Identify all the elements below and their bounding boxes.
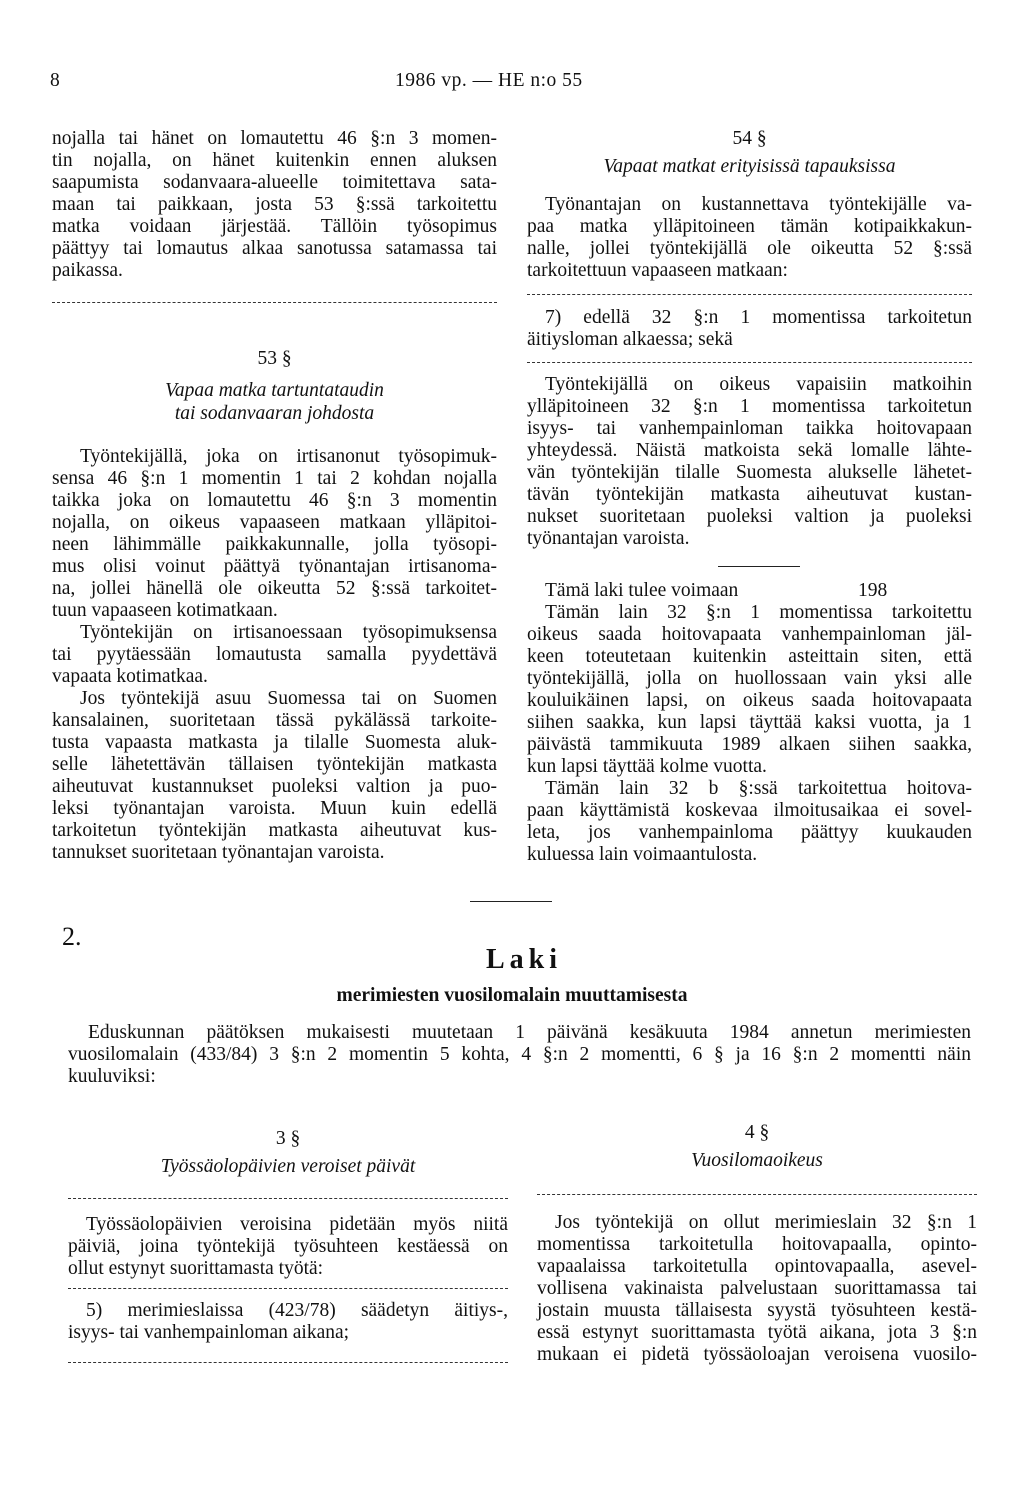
text-line: Työntekijällä on oikeus vapaisiin matkoihin [545, 374, 972, 395]
effective-date-line: Tämä laki tulee voimaan [545, 580, 739, 601]
text-line: Eduskunnan päätöksen mukaisesti muutetaan 1 päivänä kesäkuuta 1984 annetun merimiesten [88, 1022, 971, 1043]
section-3-title: Työssäolopäivien veroiset päivät [160, 1156, 416, 1177]
text-line: isyys- tai vanhempainloman aikana; [68, 1322, 350, 1343]
omission-dashes [527, 362, 972, 363]
text-line: mukaan ei pidetä työssäoloajan veroisena vuosilo- [537, 1344, 977, 1365]
text-line: Tämän lain 32 b §:ssä tarkoitettua hoitova- [545, 778, 972, 799]
section-4-number: 4 § [744, 1122, 770, 1143]
text-line: kuluessa lain voimaantulosta. [527, 844, 758, 865]
item-7 [527, 307, 972, 351]
text-line: vapaalaissa tarkoitetulla opintovapaalla, asevel- [537, 1256, 977, 1277]
text-line: jostain muusta tällaisesta syystä työsuhteen kestä- [537, 1300, 977, 1321]
text-line: äitiysloman alkaessa; sekä [527, 329, 733, 350]
text-line: Työntekijällä, joka on irtisanonut työsopimuk- [80, 446, 497, 467]
text-line: siihen saakka, kun lapsi täyttää kaksi vuotta, ja 1 [527, 712, 972, 733]
section-53-body [52, 446, 497, 864]
text-line: päiviä, joina työntekijä työsuhteen kestäessä on [68, 1236, 508, 1257]
section-54-title: Vapaat matkat erityisissä tapauksissa [603, 156, 896, 177]
text-line: yhteydessä. Näistä matkoista sekä lomalle lähte- [527, 440, 972, 461]
section-3-item-5 [68, 1300, 508, 1344]
section-divider [718, 566, 800, 567]
text-line: leksi työnantajan varoista. Muun kuin edellä [52, 798, 497, 819]
text-line: na, jollei hänellä ole oikeutta 52 §:ssä tarkoitet- [52, 578, 497, 599]
text-line: työnantajan varoista. [527, 528, 690, 549]
text-line: paan käyttämistä koskevaa ilmoitusaikaa ei sovel- [527, 800, 972, 821]
text-line: Työnantajan on kustannettava työntekijälle va- [545, 194, 972, 215]
omission-dashes [52, 302, 497, 303]
omission-dashes [68, 1288, 508, 1289]
text-line: mus olisi voinut päättyä työnantajan irtisanoma- [52, 556, 497, 577]
text-line: leta, jos vanhempainloma päättyy kuukauden [527, 822, 972, 843]
text-line: vapaata kotimatkaa. [52, 666, 208, 687]
text-line: nojalla tai hänet on lomautettu 46 §:n 3 momen- [52, 128, 497, 149]
text-line: tuun vapaaseen kotimatkaan. [52, 600, 278, 621]
text-line: vän työntekijän tilalle Suomesta alukselle lähetet- [527, 462, 972, 483]
text-line: keen toteutetaan kuitenkin asteittain siten, että [527, 646, 972, 667]
text-line: tävän työntekijän matkasta aiheutuvat kustan- [527, 484, 972, 505]
text-line: Työntekijän on irtisanoessaan työsopimuksensa [80, 622, 497, 643]
section-53-title: tai sodanvaaran johdosta [174, 403, 375, 424]
text-line: päättyy tai lomautus alkaa sanotussa satamassa tai [52, 238, 497, 259]
text-line: nalle, jollei työntekijällä ole oikeutta 52 §:ssä [527, 238, 972, 259]
text-line: oikeus saada hoitovapaata vanhempainloman jäl- [527, 624, 972, 645]
law-number: 2. [62, 922, 82, 951]
text-line: työntekijällä, jolla on huollossaan vain yksi alle [527, 668, 972, 689]
text-line: Työssäolopäivien veroisina pidetään myös niitä [86, 1214, 508, 1235]
section-54-number: 54 § [732, 128, 767, 149]
text-line: maan tai paikkaan, josta 53 §:ssä tarkoitettu [52, 194, 497, 215]
effective-year: 198 [858, 580, 888, 601]
text-line: neen lähimmälle paikkakunnalle, jolla työsopi- [52, 534, 497, 555]
text-line: essä estynyt suorittamasta työtä aikana, jota 3 §:n [537, 1322, 977, 1343]
text-line: matka voidaan järjestää. Tällöin työsopimus [52, 216, 497, 237]
text-line: tarkoitettuun vapaaseen matkaan: [527, 260, 788, 281]
text-line: 7) edellä 32 §:n 1 momentissa tarkoitetun [545, 307, 972, 328]
section-3-body [68, 1214, 508, 1280]
running-title: 1986 vp. — HE n:o 55 [395, 70, 583, 91]
text-line: kouluikäinen lapsi, on oikeus saada hoitovapaata [527, 690, 972, 711]
text-line: tin nojalla, on hänet kuitenkin ennen aluksen [52, 150, 497, 171]
text-line: kansalainen, suoritetaan tässä pykälässä tarkoite- [52, 710, 497, 731]
text-line: saapumista sodanvaara-alueelle toimitettava sata- [52, 172, 497, 193]
text-line: päivästä tammikuuta 1989 alkaen siihen saakka, [527, 734, 972, 755]
text-line: ollut estynyt suorittamasta työtä: [68, 1258, 324, 1279]
text-line: tarkoitetun työntekijän matkasta aiheutuvat kus- [52, 820, 497, 841]
text-line: tai pyytäessään lomautusta samalla pyydettävä [52, 644, 497, 665]
text-line: ylläpitoineen 32 §:n 1 momentissa tarkoitetun [527, 396, 972, 417]
text-line: taikka joka on lomautettu 46 §:n 3 momentin [52, 490, 497, 511]
text-line: momentissa tarkoitetulla hoitovapaalla, opinto- [537, 1234, 977, 1255]
text-line: kuuluviksi: [68, 1066, 156, 1087]
text-line: paikassa. [52, 260, 123, 281]
text-line: sensa 46 §:n 1 momentin 1 tai 2 kohdan nojalla [52, 468, 497, 489]
text-line: aiheutuvat kustannukset puoleksi valtion ja puo- [52, 776, 497, 797]
text-line: nojalla, on oikeus vapaaseen matkaan ylläpitoi- [52, 512, 497, 533]
law-divider [470, 901, 552, 902]
section-4-title: Vuosilomaoikeus [691, 1150, 823, 1171]
transitional-provisions [527, 602, 972, 866]
section-4-body [537, 1212, 977, 1366]
omission-dashes [527, 294, 972, 295]
text-line: Jos työntekijä asuu Suomessa tai on Suomen [80, 688, 497, 709]
text-line: nukset suoritetaan puoleksi valtion ja puoleksi [527, 506, 972, 527]
section-53-number: 53 § [257, 348, 292, 369]
law-preamble [68, 1022, 971, 1088]
text-line: selle lähetettävän tällaisen työntekijän matkasta [52, 754, 497, 775]
law-subtitle: merimiesten vuosilomalain muuttamisesta [336, 985, 688, 1006]
section-3-number: 3 § [275, 1128, 301, 1149]
section-54-paragraph [527, 374, 972, 550]
text-line: vollisena vakinaista palvelustaan suorittamassa tai [537, 1278, 977, 1299]
page-number: 8 [50, 70, 60, 91]
law-title: Laki [486, 944, 563, 975]
omission-dashes [537, 1194, 977, 1195]
text-line: 5) merimieslaissa (423/78) säädetyn äitiys-, [86, 1300, 508, 1321]
omission-dashes [68, 1362, 508, 1363]
text-line: vuosilomalain (433/84) 3 §:n 2 momentin 5 kohta, 4 §:n 2 momentti, 6 § ja 16 §:n 2 momentti näin [68, 1044, 971, 1065]
section-54-intro [527, 194, 972, 282]
omission-dashes [68, 1198, 508, 1199]
text-line: Tämän lain 32 §:n 1 momentissa tarkoitettu [545, 602, 972, 623]
text-line: Jos työntekijä on ollut merimieslain 32 §:n 1 [555, 1212, 977, 1233]
text-line: tusta vapaasta matkasta ja tilalle Suomesta aluk- [52, 732, 497, 753]
left-intro-paragraph [52, 128, 497, 282]
text-line: tannukset suoritetaan työnantajan varoista. [52, 842, 385, 863]
text-line: kun lapsi täyttää kolme vuotta. [527, 756, 767, 777]
section-53-title: Vapaa matka tartuntataudin [165, 380, 384, 401]
text-line: isyys- tai vanhempainloman taikka hoitovapaan [527, 418, 972, 439]
text-line: paa matka ylläpitoineen tämän kotipaikkakun- [527, 216, 972, 237]
